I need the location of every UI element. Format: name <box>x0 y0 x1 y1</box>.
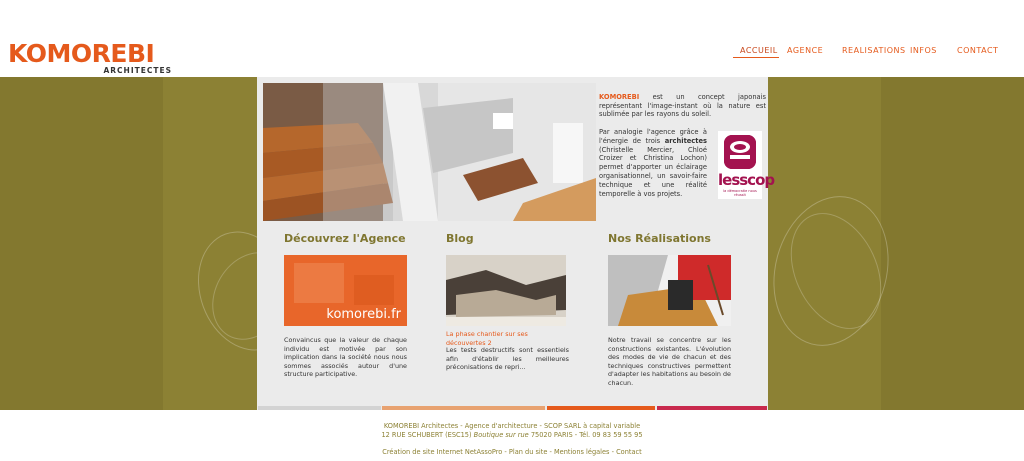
agence-thumbnail[interactable] <box>284 255 407 326</box>
column-title[interactable]: Nos Réalisations <box>608 232 711 245</box>
footer-phone: 75020 PARIS - Tél. 09 83 59 55 95 <box>528 431 643 439</box>
column-text: Convaincus que la valeur de chaque individu est motivée par son implication dans la société nous nous sommes associés autour d'une structure participative. <box>284 336 407 378</box>
logo-sub: ARCHITECTES <box>103 66 172 75</box>
nav-contact[interactable]: CONTACT <box>957 46 999 55</box>
footer-address-note: Boutique sur rue <box>473 431 529 439</box>
hero-image <box>263 83 596 221</box>
thumbnail-caption: komorebi.fr <box>326 307 401 322</box>
scop-tagline: la démocratie nous réussit <box>723 189 757 197</box>
blog-thumbnail[interactable] <box>446 255 566 326</box>
scop-logo[interactable] <box>718 131 775 199</box>
scop-text: lesscop <box>718 171 775 189</box>
column-title[interactable]: Blog <box>446 232 474 245</box>
nav-agence[interactable]: AGENCE <box>787 46 824 55</box>
intro-text-2-suffix: (Christelle Mercier, Chloé Croizer et Christina Lochon) permet d'apporter un éclairage organisationnel, un savoir-faire technique et une réalité temporelle à vos projets. <box>599 145 707 198</box>
column-agence <box>284 232 408 378</box>
nav-accueil[interactable]: ACCUEIL <box>740 46 778 55</box>
intro-text-2-prefix: Par analogie l'agence grâce à l'énergie de trois <box>599 128 707 145</box>
nav-realisations[interactable]: REALISATIONS <box>842 46 906 55</box>
intro-text-2-bold: architectes <box>664 136 707 145</box>
footer-line-2 <box>0 431 1024 439</box>
footer <box>0 410 1024 461</box>
column-title[interactable]: Découvrez l'Agence <box>284 232 406 245</box>
footer-links[interactable]: Création de site Internet NetAssoPro - Plan du site - Mentions légales - Contact <box>382 448 642 456</box>
scop-mark-icon <box>724 135 756 169</box>
intro-text <box>599 93 766 119</box>
column-text: Notre travail se concentre sur les constructions existantes. L'évolution des modes de vie de chacun et des techniques constructives permettent d'adapter les habitations au besoin de chacun. <box>608 336 731 387</box>
intro-brand: KOMOREBI <box>599 93 640 101</box>
realisations-thumbnail[interactable] <box>608 255 731 326</box>
footer-address: 12 RUE SCHUBERT (ESC15) <box>381 431 474 439</box>
column-text: Les tests destructifs sont essentiels afin d'établir les meilleures préconisations de repri... <box>446 346 569 371</box>
footer-line-1: KOMOREBI Architectes - Agence d'architecture - SCOP SARL à capital variable <box>383 422 641 430</box>
blog-post-link[interactable]: La phase chantier sur ses découvertes 2 <box>446 330 528 347</box>
intro-text-2 <box>599 128 707 198</box>
column-blog <box>446 232 570 371</box>
logo-main: KOMOREBI <box>8 39 155 68</box>
nav-infos[interactable]: INFOS <box>910 46 937 55</box>
main-nav <box>0 46 1024 62</box>
intro-text-1: est un concept japonais représentant l'image-instant où la nature est sublimée par les rayons du soleil. <box>599 93 766 118</box>
column-realisations <box>608 232 732 387</box>
nav-active-underline <box>733 57 779 58</box>
